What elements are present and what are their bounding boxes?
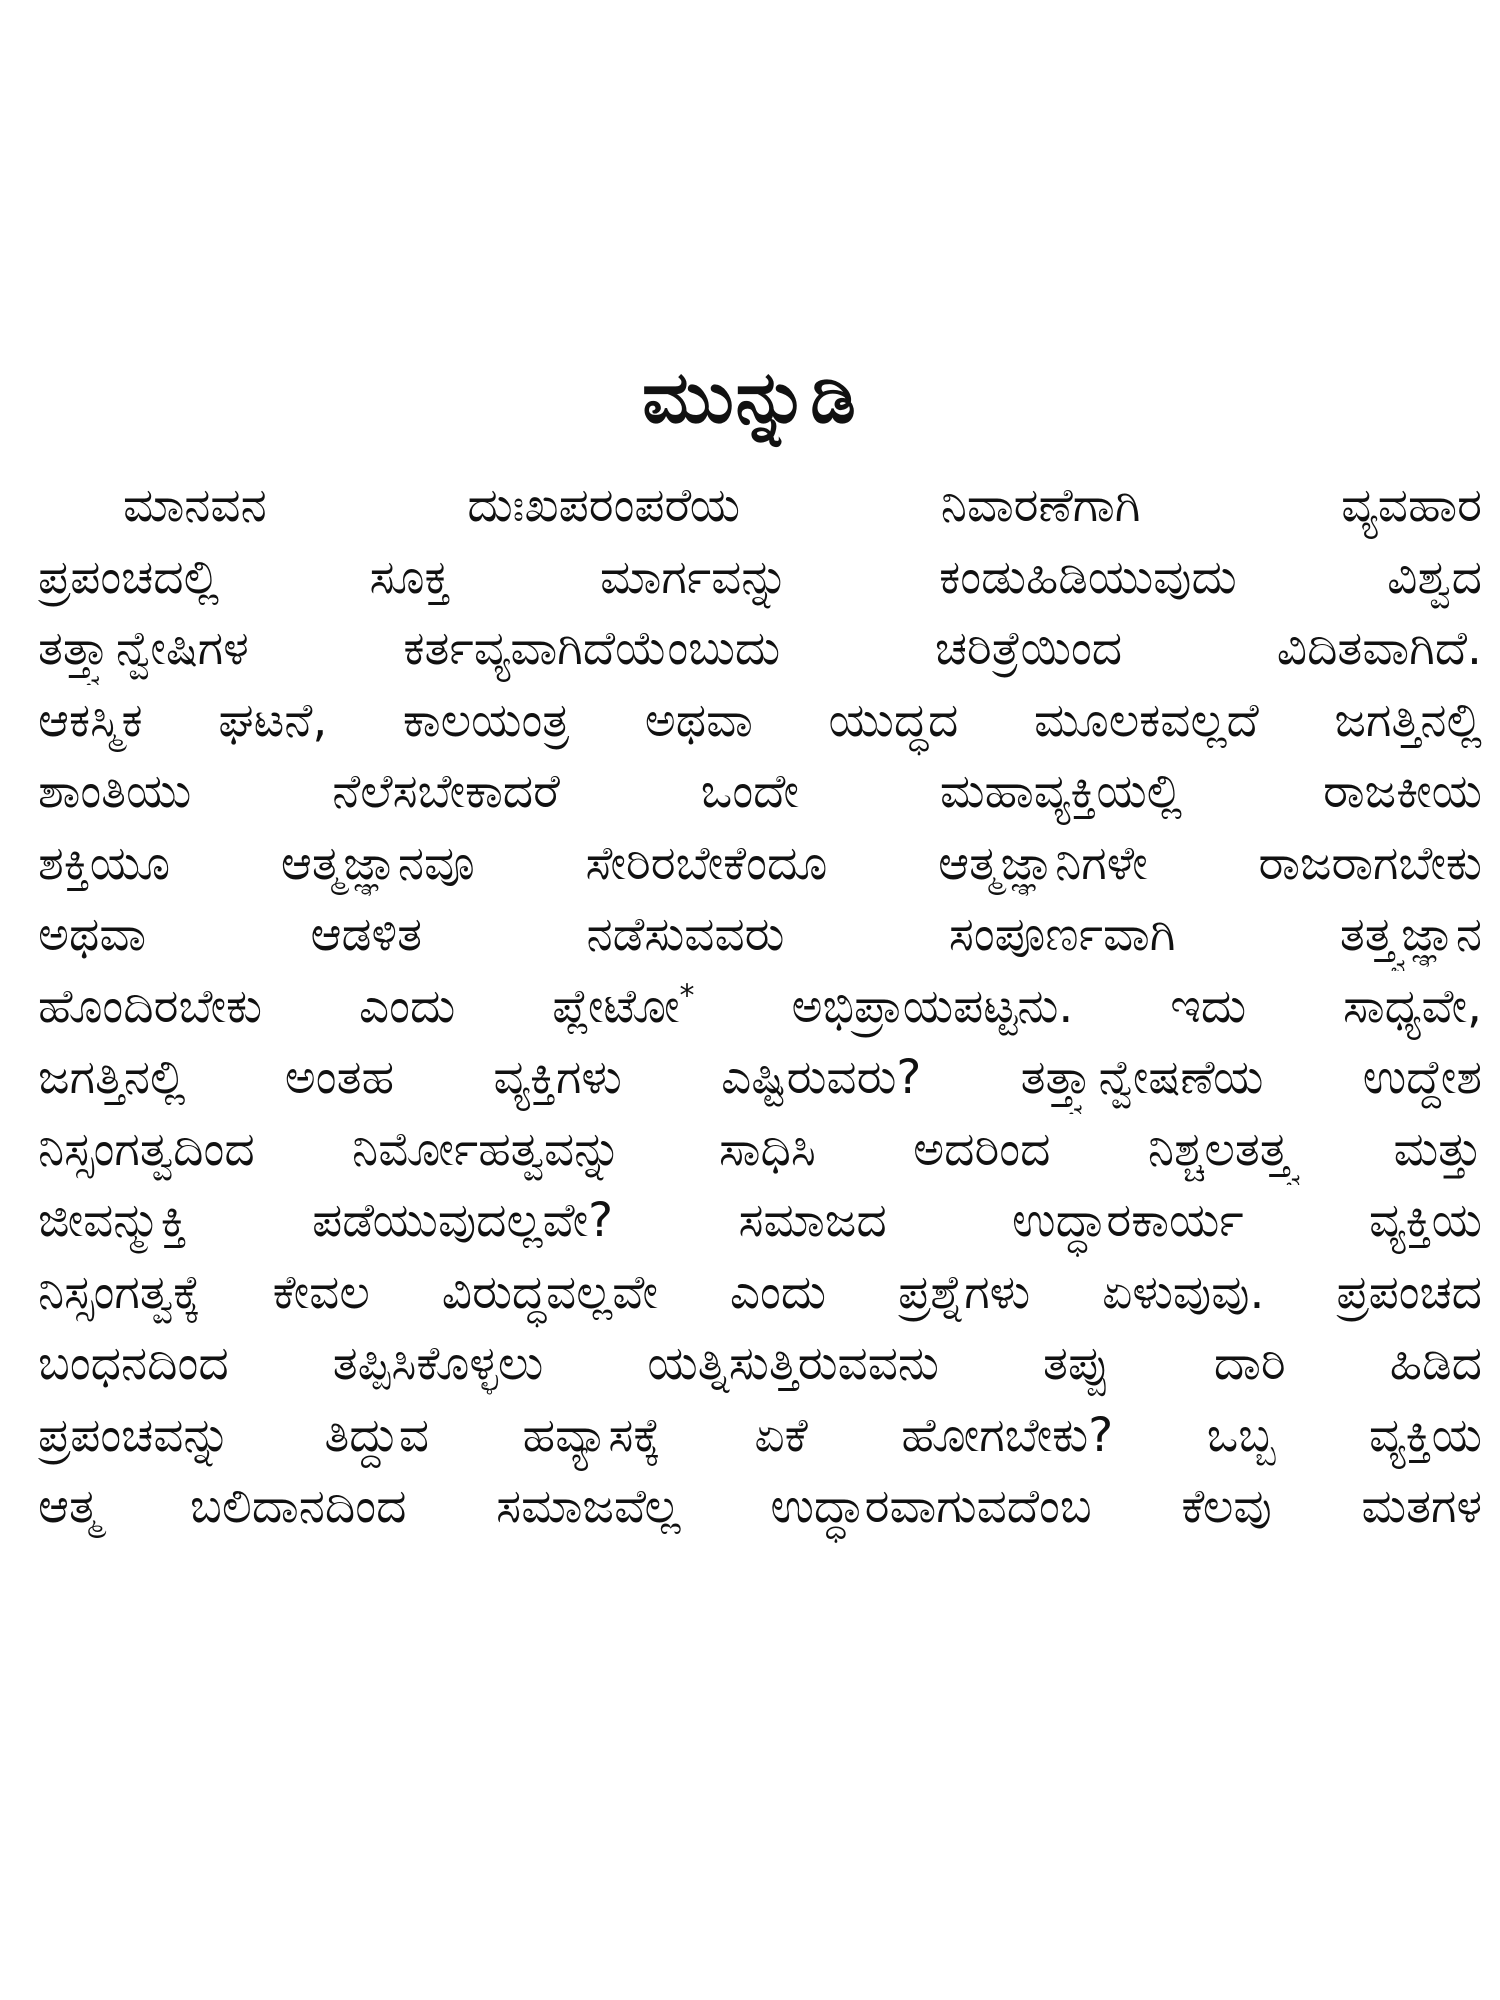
text-line: ನಿಸ್ಸಂಗತ್ವಕ್ಕೆ ಕೇವಲ ವಿರುದ್ಧವಲ್ಲವೇ ಎಂದು ಪ್ರಶ್ನೆಗಳು ಏಳುವುವು. ಪ್ರಪಂಚದ: [38, 1264, 1482, 1320]
footnote-marker: *: [679, 977, 695, 1013]
text-line: ಆತ್ಮ ಬಲಿದಾನದಿಂದ ಸಮಾಜವೆಲ್ಲ ಉದ್ಧಾರವಾಗುವದೆಂಬ ಕೆಲವು ಮತಗಳ: [38, 1479, 1482, 1534]
text-line: ಶಾಂತಿಯು ನೆಲೆಸಬೇಕಾದರೆ ಒಂದೇ ಮಹಾವ್ಯಕ್ತಿಯಲ್ಲಿ ರಾಜಕೀಯ: [38, 764, 1482, 819]
text-line: ಬಂಧನದಿಂದ ತಪ್ಪಿಸಿಕೊಳ್ಳಲು ಯತ್ನಿಸುತ್ತಿರುವವನು ತಪ್ಪು ದಾರಿ ಹಿಡಿದ: [38, 1336, 1482, 1391]
text-line-with-footnote: [38, 971, 1482, 1043]
text-segment: ಹೊಂದಿರಬೇಕು ಎಂದು ಪ್ಲೇಟೋ: [38, 978, 680, 1034]
text-line: ಜಗತ್ತಿನಲ್ಲಿ ಅಂತಹ ವ್ಯಕ್ತಿಗಳು ಎಷ್ಟಿರುವರು? ತತ್ತ್ವಾನ್ವೇಷಣೆಯ ಉದ್ದೇಶ: [38, 1050, 1482, 1105]
page-title: ಮುನ್ನುಡಿ: [642, 355, 858, 439]
preface-paragraph: [38, 470, 1482, 1543]
text-segment: ಅಭಿಪ್ರಾಯಪಟ್ಟನು. ಇದು ಸಾಧ್ಯವೇ,: [791, 978, 1482, 1034]
text-line: ಜೀವನ್ಮುಕ್ತಿ ಪಡೆಯುವುದಲ್ಲವೇ? ಸಮಾಜದ ಉದ್ಧಾರಕಾರ್ಯ ವ್ಯಕ್ತಿಯ: [38, 1193, 1482, 1248]
text-line: ಆಕಸ್ಮಿಕ ಘಟನೆ, ಕಾಲಯಂತ್ರ ಅಥವಾ ಯುದ್ಧದ ಮೂಲಕವಲ್ಲದೆ ಜಗತ್ತಿನಲ್ಲಿ: [38, 692, 1482, 748]
text-line: ಪ್ರಪಂಚವನ್ನು ತಿದ್ದುವ ಹವ್ಯಾಸಕ್ಕೆ ಏಕೆ ಹೋಗಬೇಕು? ಒಬ್ಬ ವ್ಯಕ್ತಿಯ: [38, 1407, 1482, 1463]
text-line: ಅಥವಾ ಆಡಳಿತ ನಡೆಸುವವರು ಸಂಪೂರ್ಣವಾಗಿ ತತ್ತ್ವಜ್ಞಾನ: [38, 907, 1482, 962]
text-line: ನಿಸ್ಸಂಗತ್ವದಿಂದ ನಿರ್ಮೋಹತ್ವವನ್ನು ಸಾಧಿಸಿ ಅದರಿಂದ ನಿಶ್ಚಲತತ್ತ್ವ ಮತ್ತು: [38, 1121, 1482, 1177]
text-line: ಮಾನವನ ದುಃಖಪರಂಪರೆಯ ನಿವಾರಣೆಗಾಗಿ ವ್ಯವಹಾರ: [123, 478, 1482, 533]
text-line: ಪ್ರಪಂಚದಲ್ಲಿ ಸೂಕ್ತ ಮಾರ್ಗವನ್ನು ಕಂಡುಹಿಡಿಯುವುದು ವಿಶ್ವದ: [38, 549, 1482, 605]
text-line: ಶಕ್ತಿಯೂ ಆತ್ಮಜ್ಞಾನವೂ ಸೇರಿರಬೇಕೆಂದೂ ಆತ್ಮಜ್ಞಾನಿಗಳೇ ರಾಜರಾಗಬೇಕು: [38, 835, 1482, 891]
text-line: ತತ್ತ್ವಾನ್ವೇಷಿಗಳ ಕರ್ತವ್ಯವಾಗಿದೆಯೆಂಬುದು ಚರಿತ್ರೆಯಿಂದ ವಿದಿತವಾಗಿದೆ.: [38, 621, 1482, 676]
